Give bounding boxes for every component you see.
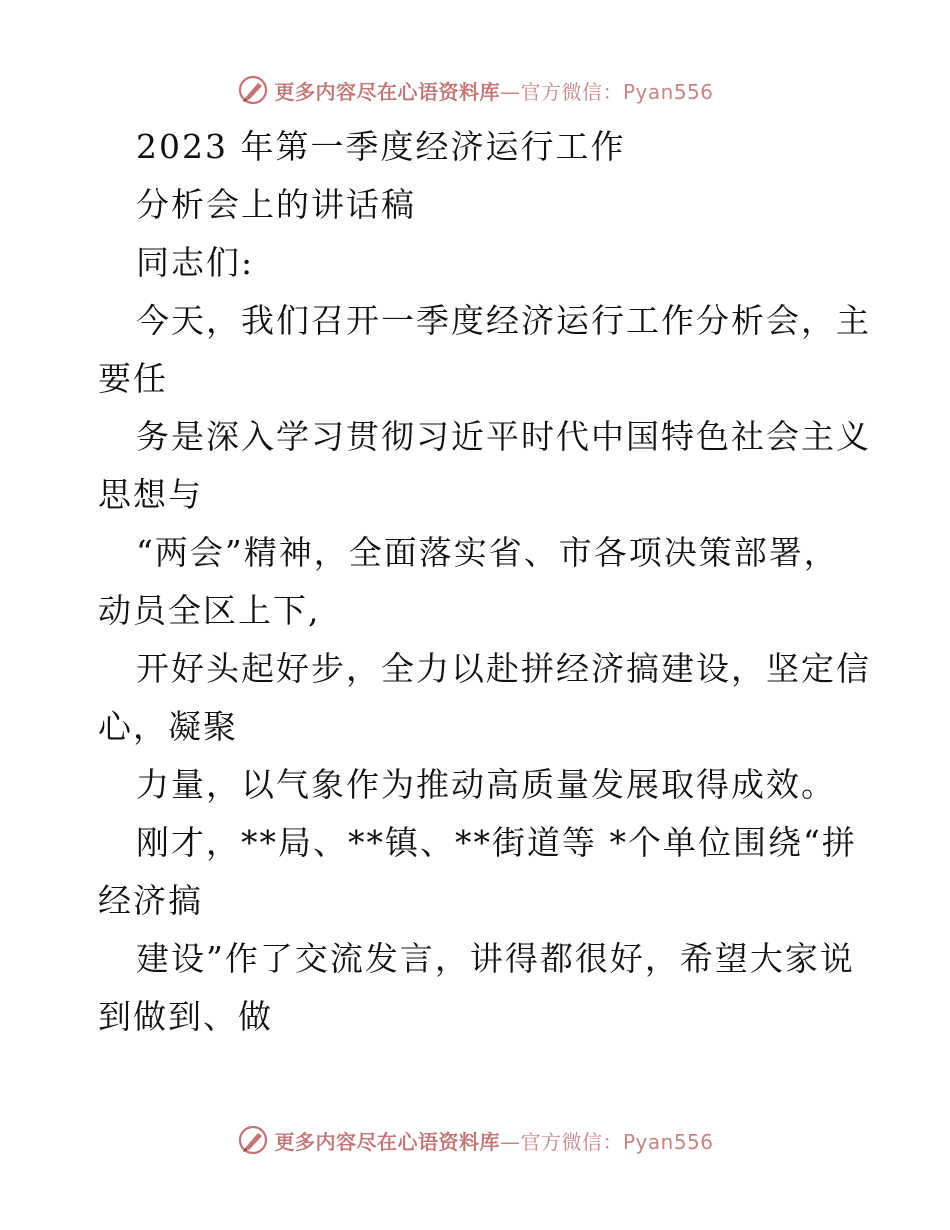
text-line: 力量，以气象作为推动高质量发展取得成效。	[136, 765, 836, 804]
watermark-group	[236, 73, 713, 107]
watermark-brand: 更多内容尽在心语资料库	[274, 1129, 500, 1154]
watermark-wechat-id: Pyan556	[622, 1129, 714, 1154]
text-line: 建设”作了交流发言，讲得都很好，希望大家说	[136, 939, 855, 978]
document-body	[98, 118, 871, 1046]
watermark-official: 官方微信：	[520, 79, 623, 104]
text-line: 思想与	[98, 475, 203, 514]
text-line: 2023 年第一季度经济运行工作	[136, 127, 626, 166]
watermark-official: 官方微信：	[520, 1129, 623, 1154]
footer-watermark	[0, 1120, 950, 1160]
text-line: 务是深入学习贯彻习近平时代中国特色社会主义	[136, 417, 871, 456]
watermark-group	[236, 1123, 713, 1157]
text-line: 要任	[98, 359, 168, 398]
watermark-text	[274, 76, 713, 105]
text-line: 开好头起好步，全力以赴拼经济搞建设，坚定信	[136, 649, 871, 688]
text-line: 同志们:	[136, 243, 255, 282]
pen-logo-icon	[236, 73, 270, 107]
text-line: 分析会上的讲话稿	[136, 185, 416, 224]
text-line: 到做到、做	[98, 997, 273, 1036]
watermark-wechat-id: Pyan556	[622, 79, 714, 104]
text-line: 动员全区上下,	[98, 591, 321, 630]
header-watermark	[0, 70, 950, 110]
text-line: “两会”精神，全面落实省、市各项决策部署，	[136, 533, 839, 572]
text-line: 心，凝聚	[98, 707, 238, 746]
text-line: 经济搞	[98, 881, 203, 920]
watermark-text	[274, 1126, 713, 1155]
text-line: 今天，我们召开一季度经济运行工作分析会，主	[136, 301, 871, 340]
pen-logo-icon	[236, 1123, 270, 1157]
watermark-separator: —	[499, 1129, 521, 1154]
watermark-separator: —	[499, 79, 521, 104]
watermark-brand: 更多内容尽在心语资料库	[274, 79, 500, 104]
text-line: 刚才，**局、**镇、**街道等 *个单位围绕“拼	[136, 823, 857, 862]
